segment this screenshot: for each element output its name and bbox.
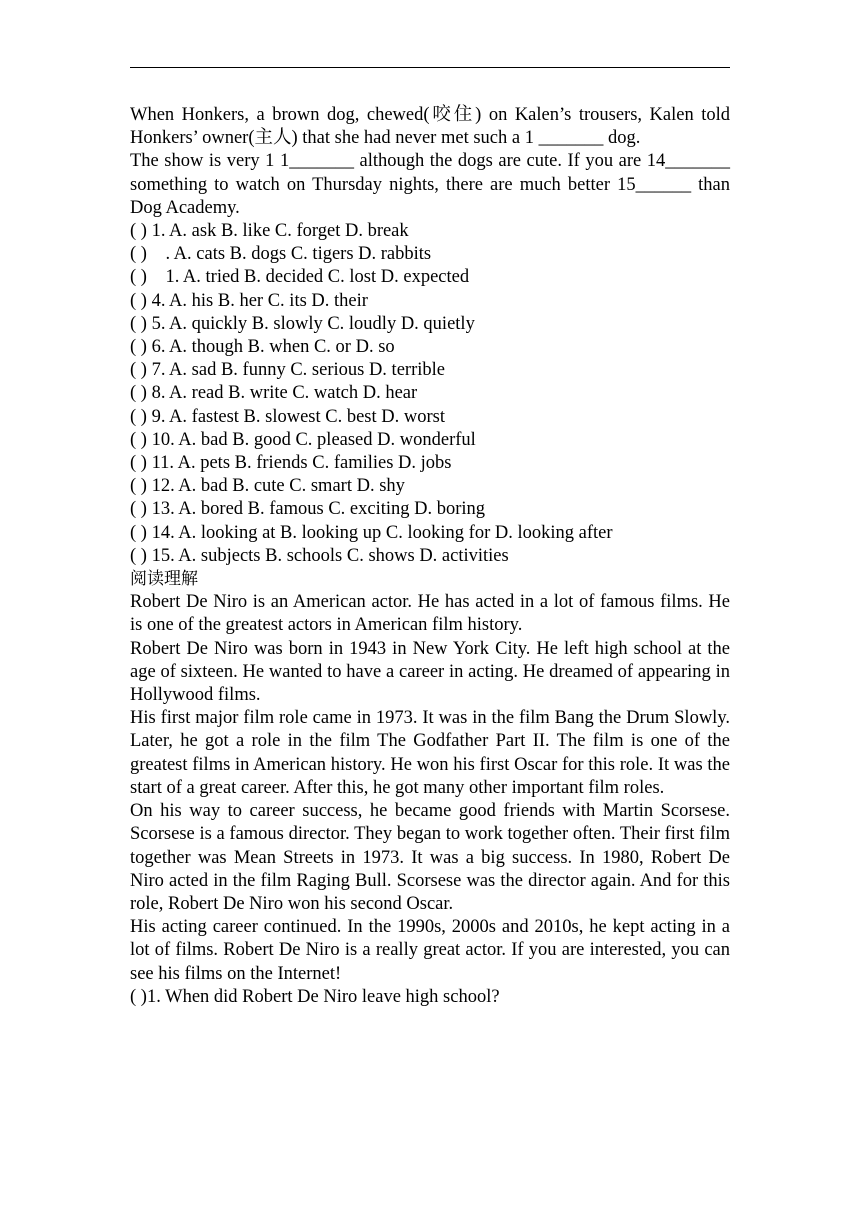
- section-heading: 阅读理解: [130, 569, 198, 590]
- option-line: ( ) 10. A. bad B. good C. pleased D. wonderful: [130, 429, 476, 450]
- option-line: ( ) 13. A. bored B. famous C. exciting D. boring: [130, 499, 486, 520]
- option-line: ( ) 14. A. looking at B. looking up C. looking for D. looking after: [130, 522, 613, 543]
- option-line: ( ) 9. A. fastest B. slowest C. best D. worst: [130, 406, 445, 427]
- reading-paragraph: Robert De Niro is an American actor. He has acted in a lot of famous films. He is one of the greatest actors in American film history.: [130, 592, 730, 636]
- header-rule: [130, 67, 730, 68]
- option-line: ( ) 11. A. pets B. friends C. families D. jobs: [130, 453, 452, 474]
- option-line: ( ) 12. A. bad B. cute C. smart D. shy: [130, 476, 405, 497]
- cloze-passage-paragraph: When Honkers, a brown dog, chewed(咬住) on Kalen’s trousers, Kalen told Honkers’ owner(主人) that she had never met such a 1 _______ dog.: [130, 105, 730, 149]
- cloze-passage-paragraph: The show is very 1 1_______ although the dogs are cute. If you are 14_______ something to watch on Thursday nights, there are much better 15______ than Dog Academy.: [130, 151, 730, 218]
- reading-paragraph: His acting career continued. In the 1990s, 2000s and 2010s, he kept acting in a lot of films. Robert De Niro is a really great actor. If you are interested, you can see his films on the Internet!: [130, 917, 730, 984]
- reading-paragraph: On his way to career success, he became good friends with Martin Scorsese. Scorsese is a famous director. They began to work together often. Their first film together was Mean Streets in 1973. It was a big success. In 1980, Robert De Niro acted in the film Raging Bull. Scorsese was the director again. And for this role, Robert De Niro won his second Oscar.: [130, 801, 730, 914]
- question-line: ( )1. When did Robert De Niro leave high school?: [130, 986, 500, 1007]
- option-line: ( ) 8. A. read B. write C. watch D. hear: [130, 383, 418, 404]
- option-line: ( ) 7. A. sad B. funny C. serious D. terrible: [130, 360, 445, 381]
- option-line: ( ) 4. A. his B. her C. its D. their: [130, 290, 368, 311]
- reading-paragraph: Robert De Niro was born in 1943 in New York City. He left high school at the age of sixteen. He wanted to have a career in acting. He dreamed of appearing in Hollywood films.: [130, 638, 730, 706]
- document-body: [130, 104, 730, 1009]
- option-line: ( ) 6. A. though B. when C. or D. so: [130, 337, 395, 358]
- option-line: ( ) 5. A. quickly B. slowly C. loudly D. quietly: [130, 313, 475, 334]
- option-line: ( ) 1. A. ask B. like C. forget D. break: [130, 221, 409, 242]
- reading-paragraph: His first major film role came in 1973. It was in the film Bang the Drum Slowly. Later, he got a role in the film The Godfather Part II. The film is one of the greatest films in American history. He won his first Oscar for this role. It was the start of a great career. After this, he got many other important film roles.: [130, 708, 730, 798]
- option-line: ( ) 1. A. tried B. decided C. lost D. expected: [130, 267, 470, 288]
- option-line: ( ) . A. cats B. dogs C. tigers D. rabbits: [130, 244, 432, 265]
- option-line: ( ) 15. A. subjects B. schools C. shows D. activities: [130, 545, 509, 566]
